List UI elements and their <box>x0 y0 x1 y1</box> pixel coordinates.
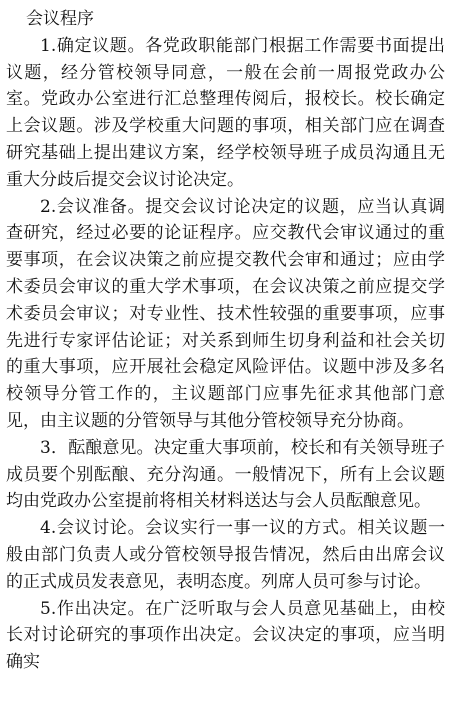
section-heading: 会议程序 <box>26 9 94 29</box>
paragraph-deliberate-opinions: 3．酝酿意见。决定重大事项前，校长和有关领导班子成员要个别酝酿、充分沟通。一般情况下，所有上会议题均由党政办公室提前将相关材料送达与会人员酝酿意见。 <box>6 437 445 512</box>
paragraph-meeting-preparation: 2.会议准备。提交会议讨论决定的议题，应当认真调查研究，经过必要的论证程序。应交教代会审议通过的重要事项，在会议决策之前应提交教代会审和通过；应由学术委员会审议的重大学术事项，在会议决策之前应提交学术委员会审议；对专业性、技术性较强的重要事项，应事先进行专家评估论证；对关系到师生切身利益和社会关切的重大事项，应开展社会稳定风险评估。议题中涉及多名校领导分管工作的，主议题部门应事先征求其他部门意见，由主议题的分管领导与其他分管校领导充分协商。 <box>6 196 445 431</box>
paragraph-meeting-discussion: 4.会议讨论。会议实行一事一议的方式。相关议题一般由部门负责人或分管校领导报告情况，然后由出席会议的正式成员发表意见，表明态度。列席人员可参与讨论。 <box>6 518 445 592</box>
paragraph-make-decision: 5.作出决定。在广泛听取与会人员意见基础上，由校长对讨论研究的事项作出决定。会议决定的事项，应当明确实 <box>6 598 445 673</box>
paragraph-confirm-topics: 1.确定议题。各党政职能部门根据工作需要书面提出议题，经分管校领导同意，一般在会前一周报党政办公室。党政办公室进行汇总整理传阅后，报校长。校长确定上会议题。涉及学校重大问题的事项，相关部门应在调查研究基础上提出建议方案，经学校领导班子成员沟通且无重大分歧后提交会议讨论决定。 <box>6 35 445 190</box>
